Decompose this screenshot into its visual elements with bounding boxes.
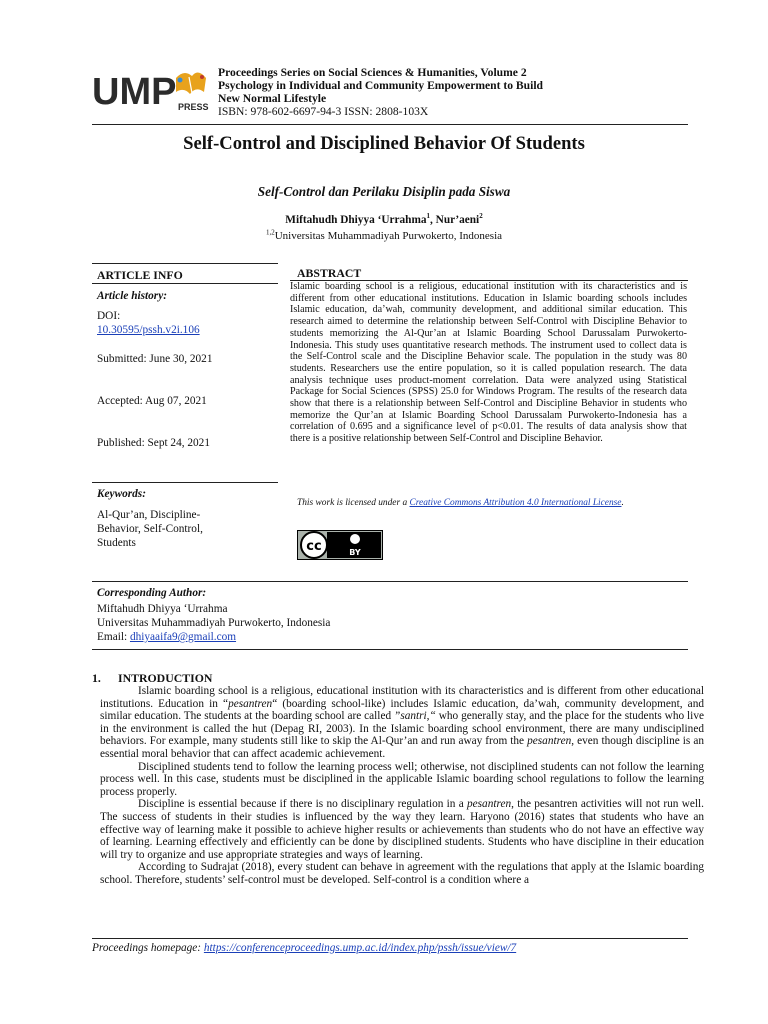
doi-link[interactable]: 10.30595/pssh.v2i.106 bbox=[97, 324, 200, 336]
cc-by-badge[interactable] bbox=[297, 530, 383, 560]
info-rule-2 bbox=[92, 283, 278, 284]
license-link[interactable]: Creative Commons Attribution 4.0 International License bbox=[409, 498, 622, 508]
paper-subtitle: Self-Control dan Perilaku Disiplin pada Siswa bbox=[257, 184, 511, 199]
cc-icon: cc bbox=[306, 539, 322, 554]
corresponding-name: Miftahudh Dhiyya ‘Urrahma bbox=[97, 603, 228, 615]
accepted-date: Accepted: Aug 07, 2021 bbox=[97, 395, 207, 407]
paper-title: Self-Control and Disciplined Behavior Of Students bbox=[183, 133, 585, 154]
license-notice: This work is licensed under a Creative Commons Attribution 4.0 International License. bbox=[297, 498, 624, 508]
corresponding-email-line: Email: dhiyaaifa9@gmail.com bbox=[97, 631, 237, 643]
person-icon bbox=[350, 534, 360, 544]
corresponding-rule bbox=[92, 649, 688, 650]
homepage-link[interactable]: https://conferenceproceedings.ump.ac.id/index.php/pssh/issue/view/7 bbox=[203, 942, 517, 954]
paragraph-1: Islamic boarding school is a religious, educational institution with its characteristics and is different from other educational institutions. Education in “pesantren“ (boarding school-like) includes Islamic education, da’wah, community development, and similar education. The students at the boarding school are called ”santri,“ who generally stay, and the place for the students who live in the environment is called the hut (Depag RI, 2003). In the Islamic boarding school environment, there are many undisciplined behaviors. For example, many students still like to skip the Al-Qur’an and run away from the pesantren, even though discipline is an essential moral behavior that can affect academic achievement. bbox=[100, 685, 705, 760]
corresponding-institution: Universitas Muhammadiyah Purwokerto, Indonesia bbox=[97, 617, 331, 629]
section-heading-introduction: 1. INTRODUCTION bbox=[92, 671, 213, 685]
email-link[interactable]: dhiyaaifa9@gmail.com bbox=[129, 631, 237, 643]
logo-text: UMP bbox=[92, 71, 177, 112]
keywords-line-3: Students bbox=[97, 537, 136, 549]
abstract-heading: ABSTRACT bbox=[297, 266, 362, 280]
paragraph-4: According to Sudrajat (2018), every student can behave in agreement with the regulations that apply at the Islamic boarding school. Therefore, students’ self-control must be developed. Self-control is a condition where a bbox=[100, 861, 704, 886]
logo-subtext: PRESS bbox=[178, 102, 209, 112]
doi-label: DOI: bbox=[97, 310, 121, 322]
author-1: Miftahudh Dhiyya ‘Urrahma bbox=[285, 214, 427, 226]
paragraph-3: Discipline is essential because if there is no disciplinary regulation in a pesantren, the pesantren activities will not run well. The success of students in their studies is influenced by the way they learn. Haryono (2016) states that students who have an effective way of learning make it possible to achieve higher results or achievements than students who do not have an effective way of learning. Learning effectively and efficiently can be done by disciplined students. Students who have discipline in their education will try to organize and use appropriate strategies and ways of learning. bbox=[100, 798, 704, 861]
published-date: Published: Sept 24, 2021 bbox=[97, 437, 210, 449]
affiliation: $^{1,2}$Universitas Muhammadiyah Purwokerto, Indonesia bbox=[265, 228, 503, 242]
author-2: Nur’aeni bbox=[435, 214, 480, 226]
ump-press-logo bbox=[92, 68, 210, 112]
paragraph-2: Disciplined students tend to follow the learning process well; otherwise, not disciplined students can not follow the learning process well. In this case, students must be disciplined in the applicable Islamic boarding school regulations to follow the learning process properly. bbox=[100, 760, 704, 798]
submitted-date: Submitted: June 30, 2021 bbox=[97, 353, 213, 365]
conference-title: Psychology in Individual and Community Empowerment to Build bbox=[218, 79, 544, 92]
info-rule-top bbox=[92, 263, 278, 264]
corresponding-label: Corresponding Author: bbox=[97, 587, 207, 599]
header-rule bbox=[92, 124, 688, 125]
introduction-body bbox=[100, 685, 704, 887]
authors: Miftahudh Dhiyya ‘Urrahma$^1$, Nur’aeni$^2$ bbox=[285, 212, 483, 226]
article-history-label: Article history: bbox=[97, 290, 167, 302]
conference-title-2: New Normal Lifestyle bbox=[218, 92, 327, 105]
isbn-issn: ISBN: 978-602-6697-94-3 ISSN: 2808-103X bbox=[218, 105, 429, 118]
footer-rule bbox=[92, 938, 688, 939]
info-rule-3 bbox=[92, 482, 278, 483]
abstract-text: Islamic boarding school is a religious, educational institution with its characteristics and is different from other educational institutions. Education in Islamic boarding schools includes Islamic education, da’wah, community development, and additional similar education. This research aimed to determine the relationship between Self-Control with Discipline Behavior to students memorizing the Al-Qur’an at Islamic Boarding School Darussalam Purwokerto-Indonesia. This study uses quantitative research methods. The instrument used to collect data is the Self-Control scale and the Discipline Behavior scale. The population in the study was 80 students. Researchers use the entire population, so it is called population research. The data analysis technique uses product-moment correlation. Data were analyzed using Statistical Package for Social Sciences (SPSS) 25.0 for Windows Program. The results of the research data show that there is a relationship between Self-Control and Discipline Behavior in students who memorize the Qur’an at Islamic Boarding School Darussalam Purwokerto-Indonesia has a correlation of 0.695 and a significance level of p<0.01. The results of data analysis show that there is a positive relationship between Self-Control and Discipline Behavior. bbox=[290, 281, 687, 445]
keywords-line-1: Al-Qur’an, Discipline- bbox=[97, 509, 201, 521]
info-rule-bottom bbox=[92, 581, 688, 582]
by-label: BY bbox=[349, 548, 361, 557]
series-title: Proceedings Series on Social Sciences & Humanities, Volume 2 bbox=[218, 66, 527, 79]
proceedings-homepage: Proceedings homepage: https://conferenceproceedings.ump.ac.id/index.php/pssh/issue/view/7 bbox=[92, 942, 517, 954]
keywords-label: Keywords: bbox=[97, 488, 146, 500]
article-info-heading: ARTICLE INFO bbox=[97, 268, 183, 282]
keywords-line-2: Behavior, Self-Control, bbox=[97, 523, 203, 535]
